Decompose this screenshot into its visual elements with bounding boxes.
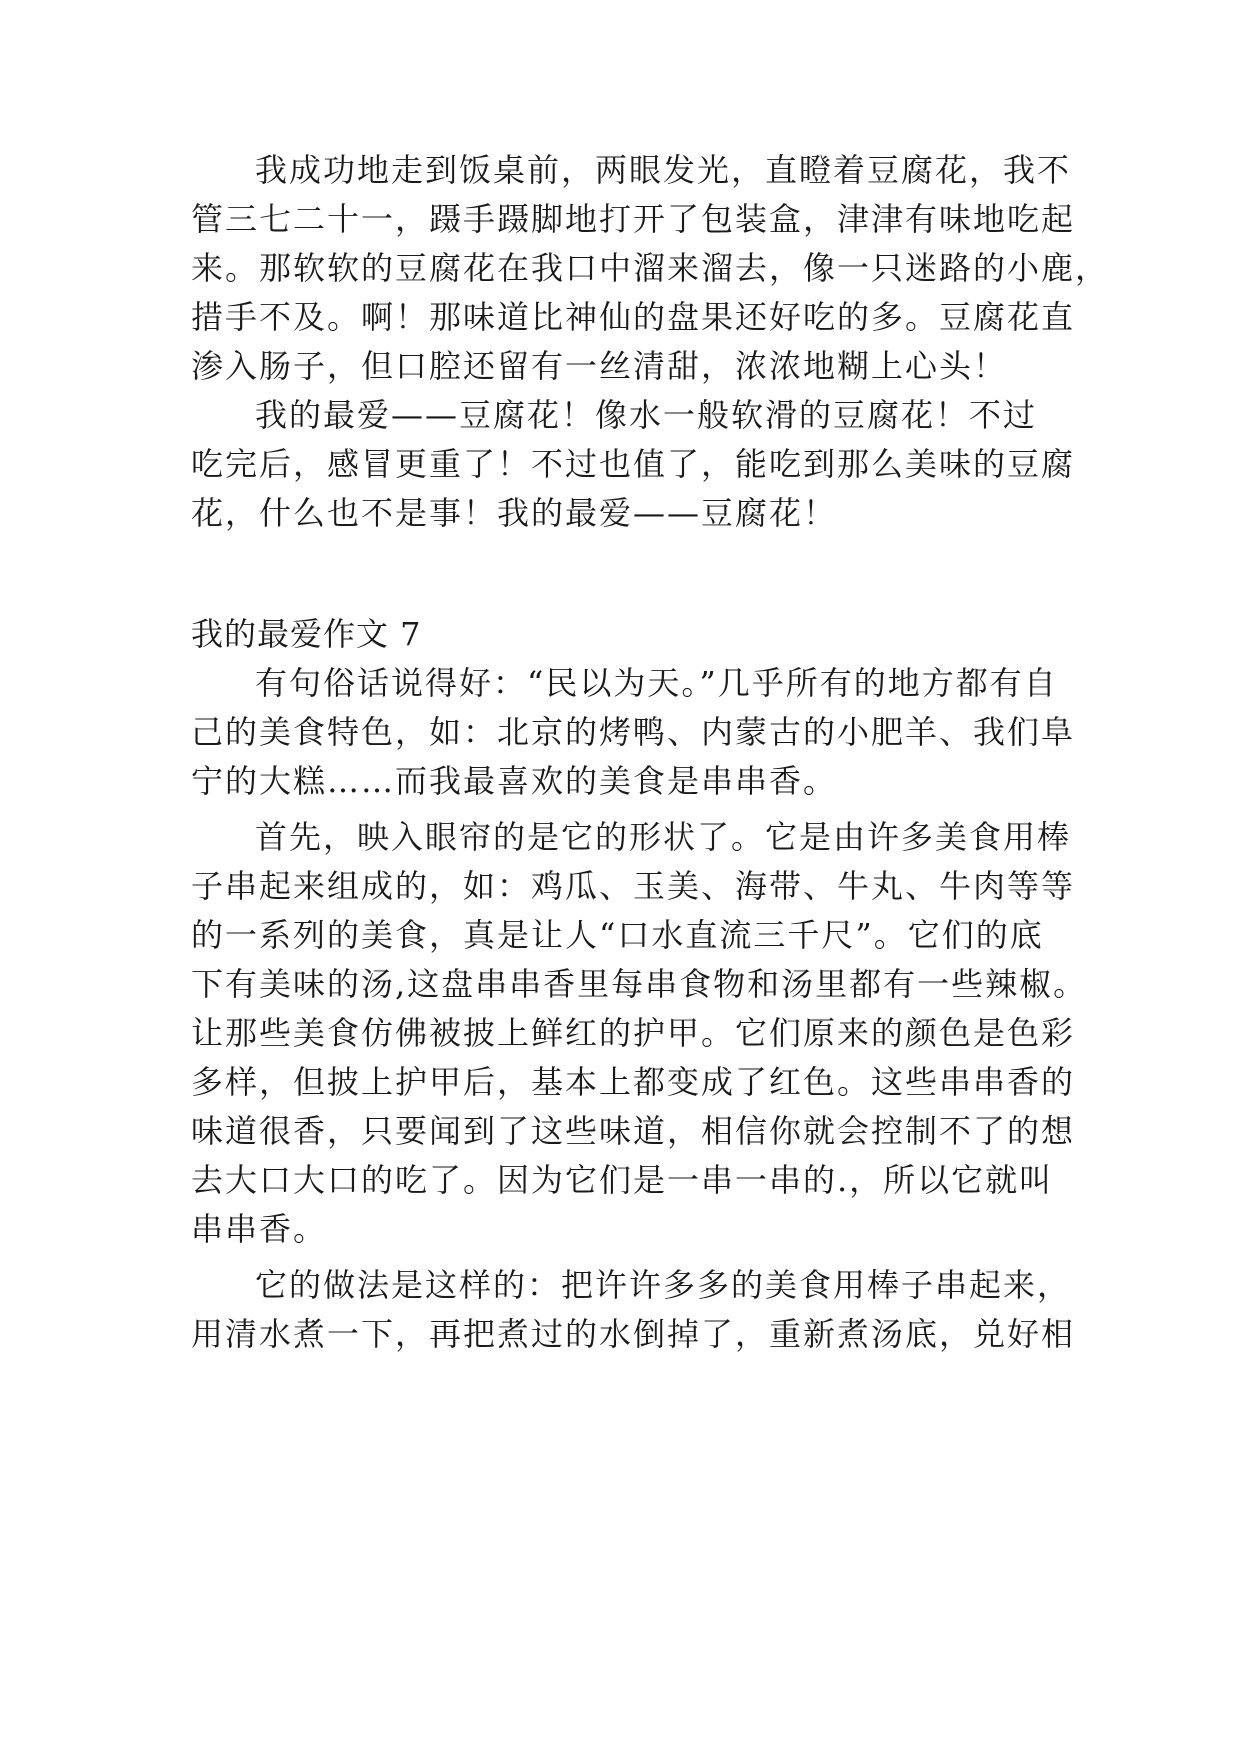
paragraph-line: 渗入肠子，但口腔还留有一丝清甜，浓浓地糊上心头！ xyxy=(191,347,1008,385)
paragraph-line: 的一系列的美食，真是让人“口水直流三千尺”。它们的底 xyxy=(191,916,1044,954)
paragraph-line: 去大口大口的吃了。因为它们是一串一串的.，所以它就叫 xyxy=(191,1161,1054,1199)
paragraph-line: 己的美食特色，如：北京的烤鸭、内蒙古的小肥羊、我们阜 xyxy=(191,713,1076,751)
paragraph-line: 它的做法是这样的：把许许多多的美食用棒子串起来， xyxy=(255,1266,1072,1304)
section-heading: 我的最爱作文 7 xyxy=(191,615,422,653)
paragraph-line: 管三七二十一，蹑手蹑脚地打开了包装盒，津津有味地吃起 xyxy=(191,200,1076,238)
paragraph-line: 首先，映入眼帘的是它的形状了。它是由许多美食用棒 xyxy=(255,818,1072,856)
paragraph-line: 吃完后，感冒更重了！不过也值了，能吃到那么美味的豆腐 xyxy=(191,445,1076,483)
paragraph-line: 让那些美食仿佛被披上鲜红的护甲。它们原来的颜色是色彩 xyxy=(191,1014,1076,1052)
paragraph-line: 花，什么也不是事！我的最爱——豆腐花！ xyxy=(191,494,838,532)
paragraph-line: 我成功地走到饭桌前，两眼发光，直瞪着豆腐花，我不 xyxy=(255,151,1072,189)
paragraph-line: 宁的大糕……而我最喜欢的美食是串串香。 xyxy=(191,762,838,800)
paragraph-line: 用清水煮一下，再把煮过的水倒掉了，重新煮汤底，兑好相 xyxy=(191,1315,1076,1353)
paragraph-line: 来。那软软的豆腐花在我口中溜来溜去，像一只迷路的小鹿， xyxy=(191,249,1110,287)
paragraph-line: 味道很香，只要闻到了这些味道，相信你就会控制不了的想 xyxy=(191,1112,1076,1150)
paragraph-line: 子串起来组成的，如：鸡瓜、玉美、海带、牛丸、牛肉等等 xyxy=(191,867,1076,905)
paragraph-line: 多样，但披上护甲后，基本上都变成了红色。这些串串香的 xyxy=(191,1063,1076,1101)
paragraph-line: 有句俗话说得好：“民以为天。”几乎所有的地方都有自 xyxy=(255,664,1058,702)
paragraph-line: 下有美味的汤,这盘串串香里每串食物和汤里都有一些辣椒。 xyxy=(191,965,1088,1003)
paragraph-line: 我的最爱——豆腐花！像水一般软滑的豆腐花！不过 xyxy=(255,396,1038,434)
paragraph-line: 串串香。 xyxy=(191,1210,328,1248)
paragraph-line: 措手不及。啊！那味道比神仙的盘果还好吃的多。豆腐花直 xyxy=(191,298,1076,336)
